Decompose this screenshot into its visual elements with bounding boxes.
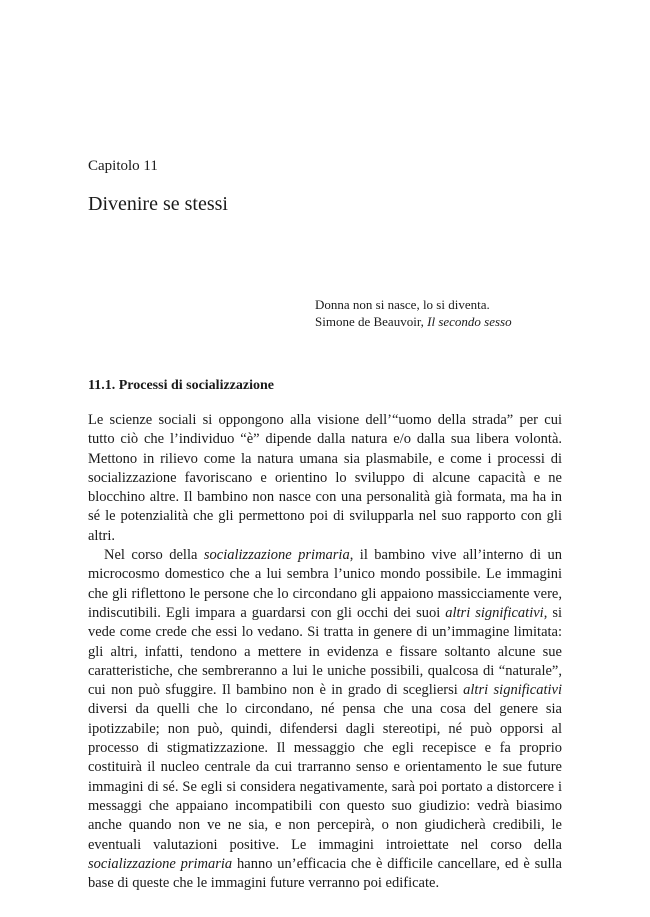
body-text xyxy=(88,411,562,893)
paragraph-1: Le scienze sociali si oppongono alla visione dell’“uomo della strada” per cui tutto ciò che l’individuo “è” dipende dalla natura e/o dalla sua libera volontà. Mettono in rilievo come la natura umana sia plasmabile, e come i processi di socializzazione favoriscano e orientino lo sviluppo di alcune capacità e ne blocchino altre. Il bambino non nasce con una personalità già formata, ma ha in sé le potenzialità che gli permettono poi di svilupparla nel suo rapporto con gli altri. xyxy=(88,412,562,544)
paragraph-2-emphasis: altri significativi xyxy=(445,604,544,621)
paragraph-2-emphasis: socializzazione primaria xyxy=(203,547,350,564)
paragraph-2-text: hanno un’efficacia che è difficile cancellare, ed è sulla base di queste che le immagini future verranno poi edificate. xyxy=(88,855,562,892)
paragraph-2-text: , il bambino vive all’interno di un microcosmo domestico che a lui sembra l’unico mondo possibile. Le immagini che gli riflettono le persone che lo circondano gli appaiono massicciamente vere, indiscutibili. Egli impara a guardarsi con gli occhi dei suoi xyxy=(88,547,562,621)
paragraph-2-text: , si vede come crede che essi lo vedano. Si tratta in genere di un’immagine limitata: gli altri, infatti, tendono a mettere in evidenza e fissare soltanto alcune sue caratteristiche, che sembreranno a lui le uniche possibili, qualcosa di “naturale”, cui non può sfuggire. Il bambino non è in grado di scegliersi xyxy=(88,604,562,699)
epigraph-author: Simone de Beauvoir, xyxy=(315,314,424,329)
paragraph-2-emphasis: altri significativi xyxy=(463,682,562,699)
epigraph xyxy=(315,296,512,330)
epigraph-book: Il secondo sesso xyxy=(427,314,512,329)
paragraph-2 xyxy=(88,546,562,893)
epigraph-quote: Donna non si nasce, lo si diventa. xyxy=(315,297,490,312)
chapter-label: Capitolo 11 xyxy=(88,158,158,174)
epigraph-attribution xyxy=(315,313,512,330)
chapter-title: Divenire se stessi xyxy=(88,193,228,215)
paragraph-2-text: Nel corso della xyxy=(104,547,204,564)
paragraph-2-emphasis: socializzazione primaria xyxy=(88,855,233,872)
section-heading: 11.1. Processi di socializzazione xyxy=(88,378,274,393)
paragraph-2-text: diversi da quelli che lo circondano, né pensa che una cosa del genere sia ipotizzabile; non può, quindi, difendersi dagli stereotipi, né può opporsi al processo di stigmatizzazione. Il messaggio che egli recepisce e fa proprio costituirà il nucleo centrale da cui trarranno senso e orientamento le sue future immagini di sé. Se egli si considera negativamente, sarà poi portato a distorcere i messaggi che appaiano incompatibili con questo suo giudizio: vedrà biasimo anche quando non ve ne sia, e non percepirà, o non giudicherà credibili, le eventuali valutazioni positive. Le immagini introiettate nel corso della xyxy=(88,701,562,853)
